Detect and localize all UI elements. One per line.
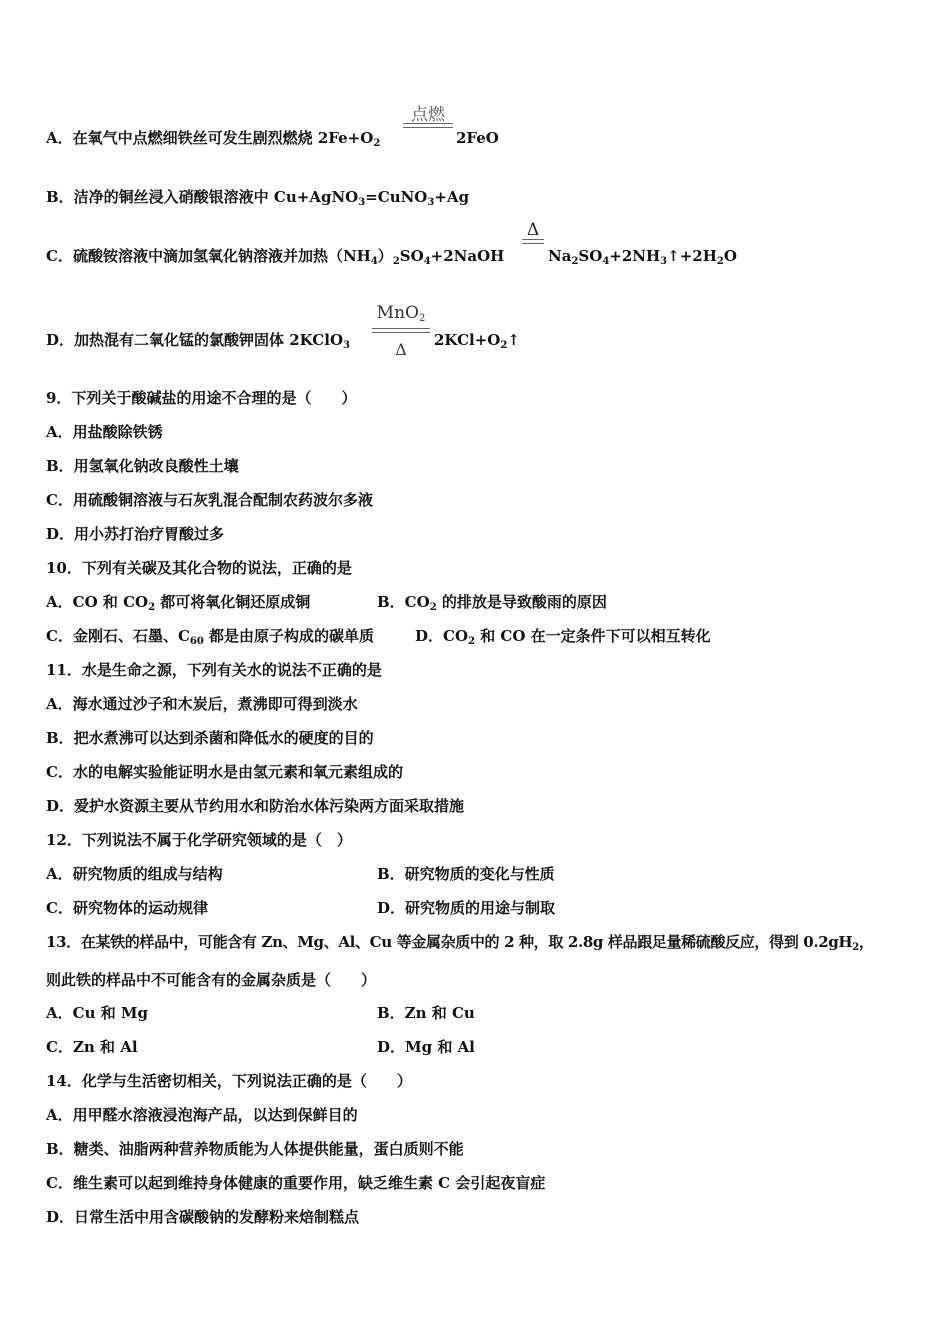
q14-stem: 14．化学与生活密切相关，下列说法正确的是（ ） xyxy=(46,1072,412,1090)
q14-option-d: D．日常生活中用含碳酸钠的发酵粉来焙制糕点 xyxy=(46,1208,360,1226)
q9-stem: 9．下列关于酸碱盐的用途不合理的是（ ） xyxy=(46,389,357,407)
q8-option-b: B．洁净的铜丝浸入硝酸银溶液中 Cu+AgNO$_3$=CuNO$_3$+Ag xyxy=(46,188,470,208)
q10-option-b: B．$CO_2$ 的排放是导致酸雨的原因 xyxy=(377,593,607,613)
q13-option-c: C．Zn 和 Al xyxy=(46,1038,138,1056)
q8-a-reaction-condition xyxy=(403,100,453,140)
q12-option-d: D．研究物质的用途与制取 xyxy=(377,899,556,917)
equation-arrow xyxy=(372,328,430,333)
q14-option-c: C．维生素可以起到维持身体健康的重要作用，缺乏维生素 C 会引起夜盲症 xyxy=(46,1174,546,1192)
q8-d-products: $2KCl+O_2↑$ xyxy=(434,331,520,351)
q9-option-b: B．用氢氧化钠改良酸性土壤 xyxy=(46,457,239,475)
q13-option-a: A．Cu 和 Mg xyxy=(46,1004,149,1022)
q10-stem: 10．下列有关碳及其化合物的说法，正确的是 xyxy=(46,559,352,577)
q8-c-reaction-condition xyxy=(522,220,544,260)
condition-heat: Δ xyxy=(526,220,540,240)
q8-option-d: D．加热混有二氧化锰的氯酸钾固体 2KClO$_3$ xyxy=(46,331,350,351)
q9-option-c: C．用硫酸铜溶液与石灰乳混合配制农药波尔多液 xyxy=(46,491,373,509)
q8-option-a: A．在氧气中点燃细铁丝可发生剧烈燃烧 $2Fe+O_2$ xyxy=(46,129,381,149)
q13-option-b: B．Zn 和 Cu xyxy=(377,1004,475,1022)
equation-arrow xyxy=(403,123,453,128)
q10-option-c: C．金刚石、石墨、$C_{60}$ 都是由原子构成的碳单质 xyxy=(46,627,375,647)
q13-option-d: D．Mg 和 Al xyxy=(377,1038,475,1056)
q11-option-b: B．把水煮沸可以达到杀菌和降低水的硬度的目的 xyxy=(46,729,374,747)
q12-option-b: B．研究物质的变化与性质 xyxy=(377,865,555,883)
condition-ignite: 点燃 xyxy=(411,105,445,125)
q13-stem-line2: 则此铁的样品中不可能含有的金属杂质是（ ） xyxy=(46,971,377,989)
q14-option-b: B．糖类、油脂两种营养物质能为人体提供能量，蛋白质则不能 xyxy=(46,1140,464,1158)
q8-a-product: 2FeO xyxy=(456,129,499,147)
q11-option-c: C．水的电解实验能证明水是由氢元素和氧元素组成的 xyxy=(46,763,403,781)
q9-option-d: D．用小苏打治疗胃酸过多 xyxy=(46,525,225,543)
condition-catalyst: MnO$_2$ xyxy=(376,303,426,324)
equation-arrow xyxy=(522,239,544,244)
q11-option-a: A．海水通过沙子和木炭后，煮沸即可得到淡水 xyxy=(46,695,358,713)
q13-stem-line1: 13．在某铁的样品中，可能含有 Zn、Mg、Al、Cu 等金属杂质中的 2 种，取 2.8g 样品跟足量稀硫酸反应，得到 $0.2gH_2$， xyxy=(46,933,874,953)
q12-option-a: A．研究物质的组成与结构 xyxy=(46,865,223,883)
q11-option-d: D．爱护水资源主要从节约用水和防治水体污染两方面采取措施 xyxy=(46,797,465,815)
q8-option-c: C．硫酸铵溶液中滴加氢氧化钠溶液并加热$(NH_4)_2SO_4+2NaOH$ xyxy=(46,247,505,267)
q14-option-a: A．用甲醛水溶液浸泡海产品，以达到保鲜目的 xyxy=(46,1106,358,1124)
q10-option-a: A．CO 和 $CO_2$ 都可将氧化铜还原成铜 xyxy=(46,593,311,613)
q10-option-d: D．$CO_2$ 和 CO 在一定条件下可以相互转化 xyxy=(415,627,711,647)
q12-stem: 12．下列说法不属于化学研究领域的是（ ） xyxy=(46,831,352,849)
q12-option-c: C．研究物体的运动规律 xyxy=(46,899,208,917)
q8-d-reaction-condition xyxy=(372,303,430,363)
q11-stem: 11．水是生命之源，下列有关水的说法不正确的是 xyxy=(46,661,382,679)
condition-heat: Δ xyxy=(395,340,407,359)
q8-c-products: $Na_2SO_4+2NH_3↑+2H_2O$ xyxy=(548,247,737,267)
q9-option-a: A．用盐酸除铁锈 xyxy=(46,423,163,441)
